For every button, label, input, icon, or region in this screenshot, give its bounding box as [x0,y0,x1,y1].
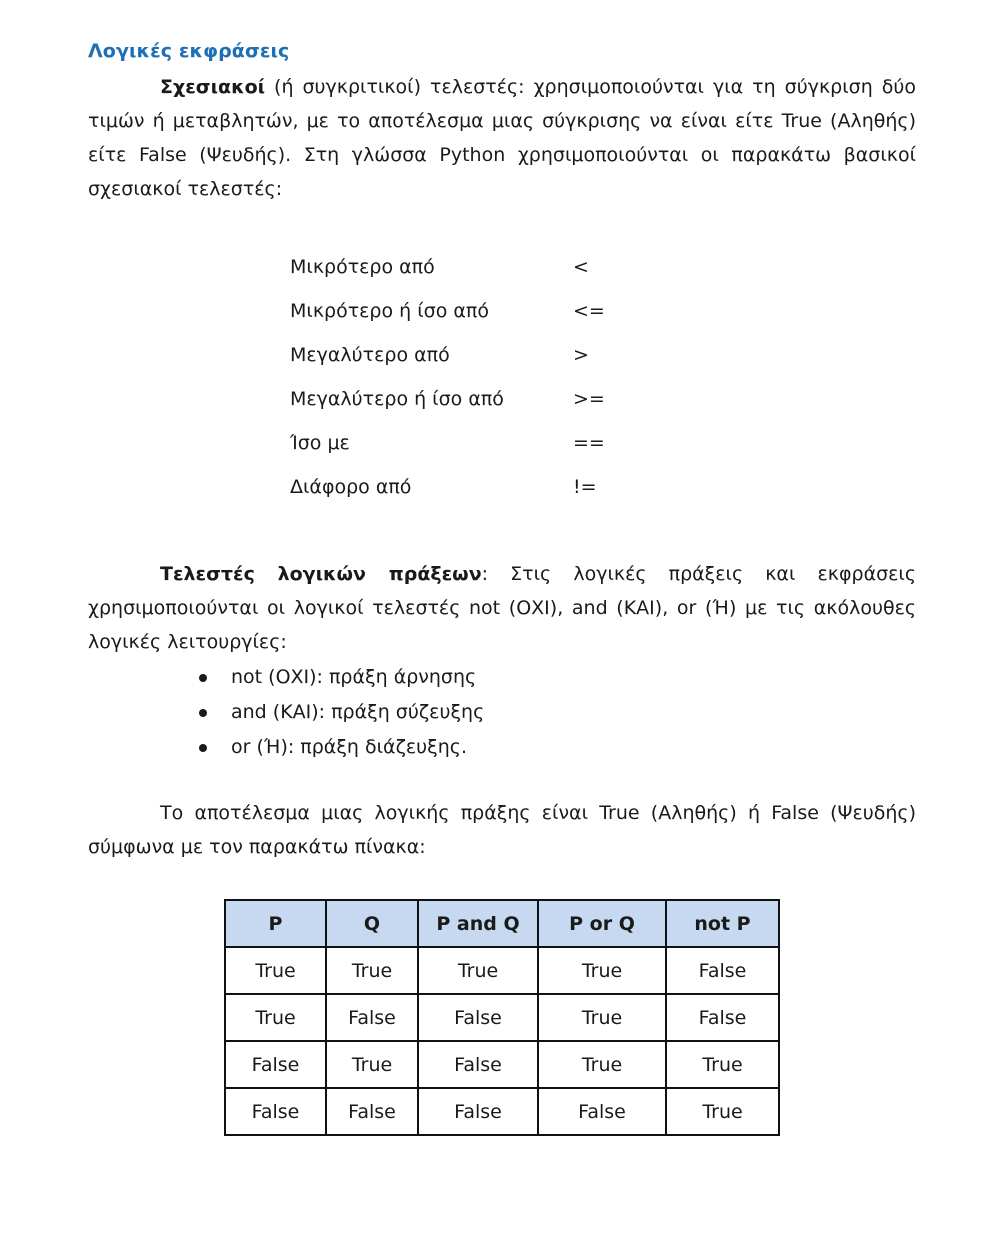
table-cell: True [225,947,326,994]
column-header: Q [326,900,418,947]
list-item-text: not (ΟΧΙ): πράξη άρνησης [231,666,477,688]
section-heading: Λογικές εκφράσεις [88,40,290,62]
table-header-row [225,900,779,947]
table-row [225,1088,779,1135]
table-row [225,994,779,1041]
logical-operators-paragraph [88,557,916,659]
list-item-text: or (Ή): πράξη διάζευξης. [231,736,467,758]
bullet-icon [199,674,207,682]
table-cell: True [538,947,666,994]
table-cell: False [418,1088,538,1135]
operator-symbol: >= [573,388,605,410]
table-cell: True [418,947,538,994]
list-item-text: and (ΚΑΙ): πράξη σύζευξης [231,701,485,723]
column-header: not P [666,900,779,947]
table-cell: True [538,994,666,1041]
column-header: P and Q [418,900,538,947]
relational-operators-paragraph [88,70,916,206]
operator-name: Διάφορο από [290,476,412,498]
table-row [225,947,779,994]
column-header: P or Q [538,900,666,947]
truth-table [224,899,780,1136]
table-cell: False [225,1041,326,1088]
table-cell: False [326,994,418,1041]
table-cell: False [418,1041,538,1088]
relational-description: (ή συγκριτικοί) τελεστές: χρησιμοποιούνται για τη σύγκριση δύο τιμών ή μεταβλητών, με το αποτέλεσμα μιας σύγκρισης να είναι είτε True (Αληθής) είτε False (Ψευδής). Στη γλώσσα Python χρησιμοποιούνται οι παρακάτω βασικοί σχεσιακοί τελεστές: [88,76,916,200]
table-cell: False [418,994,538,1041]
operator-name: Ίσο με [290,432,350,454]
table-cell: False [326,1088,418,1135]
table-cell: False [225,1088,326,1135]
result-text: Το αποτέλεσμα μιας λογικής πράξης είναι True (Αληθής) ή False (Ψευδής) σύμφωνα με τον παρακάτω πίνακα: [88,802,916,858]
table-cell: True [326,1041,418,1088]
table-cell: True [666,1041,779,1088]
bullet-icon [199,744,207,752]
operator-name: Μεγαλύτερο από [290,344,450,366]
table-cell: True [326,947,418,994]
logical-term: Τελεστές λογικών πράξεων [160,563,482,585]
table-cell: True [225,994,326,1041]
operator-name: Μικρότερο από [290,256,435,278]
table-cell: False [538,1088,666,1135]
table-row [225,1041,779,1088]
result-paragraph [88,796,916,864]
bullet-icon [199,709,207,717]
operator-name: Μεγαλύτερο ή ίσο από [290,388,504,410]
operator-symbol: == [573,432,605,454]
table-cell: False [666,994,779,1041]
logical-description: : Στις λογικές πράξεις και εκφράσεις χρησιμοποιούνται οι λογικοί τελεστές not (ΟΧΙ), and (ΚΑΙ), or (Ή) με τις ακόλουθες λογικές λειτουργίες: [88,563,916,653]
table-cell: True [666,1088,779,1135]
operator-symbol: != [573,476,597,498]
relational-term: Σχεσιακοί [160,76,266,98]
operator-symbol: > [573,344,589,366]
operator-symbol: <= [573,300,605,322]
operator-symbol: < [573,256,589,278]
table-cell: False [666,947,779,994]
table-cell: True [538,1041,666,1088]
operator-name: Μικρότερο ή ίσο από [290,300,489,322]
column-header: P [225,900,326,947]
